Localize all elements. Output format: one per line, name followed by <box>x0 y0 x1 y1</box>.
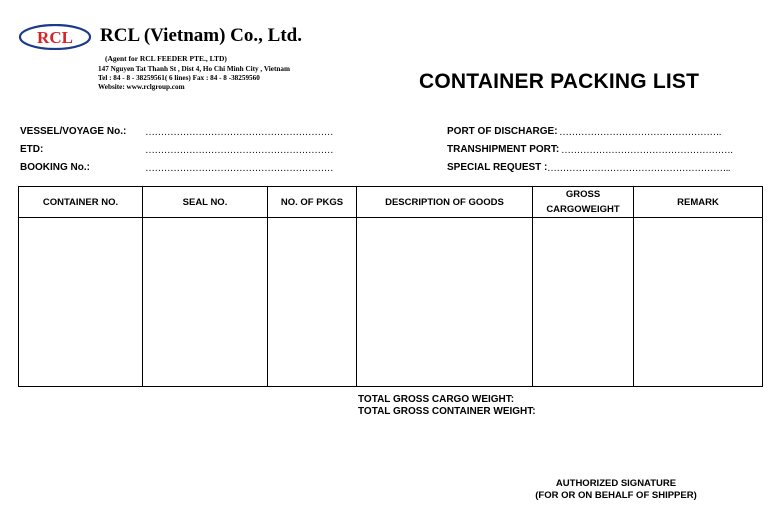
port-of-discharge-field[interactable]: ……………………………………………. <box>559 127 721 138</box>
vessel-voyage-field[interactable]: …………………………………………………… <box>145 127 334 138</box>
vessel-voyage-label: VESSEL/VOYAGE No.: <box>20 126 127 137</box>
no-of-pkgs-cell[interactable] <box>268 218 357 387</box>
col-description-of-goods: DESCRIPTION OF GOODS <box>357 187 533 218</box>
booking-no-label: BOOKING No.: <box>20 162 90 173</box>
rcl-logo-graphic <box>18 24 92 50</box>
total-gross-cargo-weight-label: TOTAL GROSS CARGO WEIGHT: <box>358 394 515 405</box>
col-container-no: CONTAINER NO. <box>19 187 143 218</box>
logo-text: RCL <box>37 28 73 47</box>
packing-list-table <box>18 186 763 387</box>
col-no-of-pkgs: NO. OF PKGS <box>268 187 357 218</box>
transhipment-port-label: TRANSHIPMENT PORT: <box>447 144 560 155</box>
transhipment-port-field[interactable]: ………………………………………………. <box>561 145 733 156</box>
on-behalf-of-shipper-label: (FOR OR ON BEHALF OF SHIPPER) <box>535 490 697 501</box>
document-title: CONTAINER PACKING LIST <box>419 70 700 93</box>
rcl-logo <box>18 24 92 50</box>
remark-cell[interactable] <box>634 218 763 387</box>
port-of-discharge-label: PORT OF DISCHARGE: <box>447 126 558 137</box>
etd-field[interactable]: …………………………………………………… <box>145 145 334 156</box>
address-line: 147 Nguyen Tat Thanh St , Dist 4, Ho Chi Minh City , Vietnam <box>98 65 290 73</box>
signature-block <box>530 478 702 502</box>
gross-weight-cell[interactable] <box>533 218 634 387</box>
total-gross-container-weight-label: TOTAL GROSS CONTAINER WEIGHT: <box>358 406 536 417</box>
agent-line: (Agent for RCL FEEDER PTE., LTD) <box>105 54 227 63</box>
special-request-field[interactable]: ………………………………………………….. <box>547 163 730 174</box>
seal-no-cell[interactable] <box>143 218 268 387</box>
container-no-cell[interactable] <box>19 218 143 387</box>
col-seal-no: SEAL NO. <box>143 187 268 218</box>
booking-no-field[interactable]: …………………………………………………… <box>145 163 334 174</box>
table-header-row <box>19 187 763 218</box>
col-gross-cargo-weight <box>533 187 634 218</box>
special-request-label: SPECIAL REQUEST : <box>447 162 548 173</box>
col-gross-line1: GROSS <box>565 189 601 200</box>
col-remark: REMARK <box>634 187 763 218</box>
description-cell[interactable] <box>357 218 533 387</box>
phone-fax-line: Tel : 84 - 8 - 38259561( 6 lines) Fax : 84 - 8 -38259560 <box>98 74 260 82</box>
etd-label: ETD: <box>20 144 44 155</box>
website-line: Website: www.rclgroup.com <box>98 83 185 91</box>
table-row <box>19 218 763 387</box>
col-gross-line2: CARGOWEIGHT <box>546 204 620 215</box>
company-address <box>98 65 290 92</box>
company-name: RCL (Vietnam) Co., Ltd. <box>100 25 302 46</box>
authorized-signature-label: AUTHORIZED SIGNATURE <box>555 478 677 489</box>
